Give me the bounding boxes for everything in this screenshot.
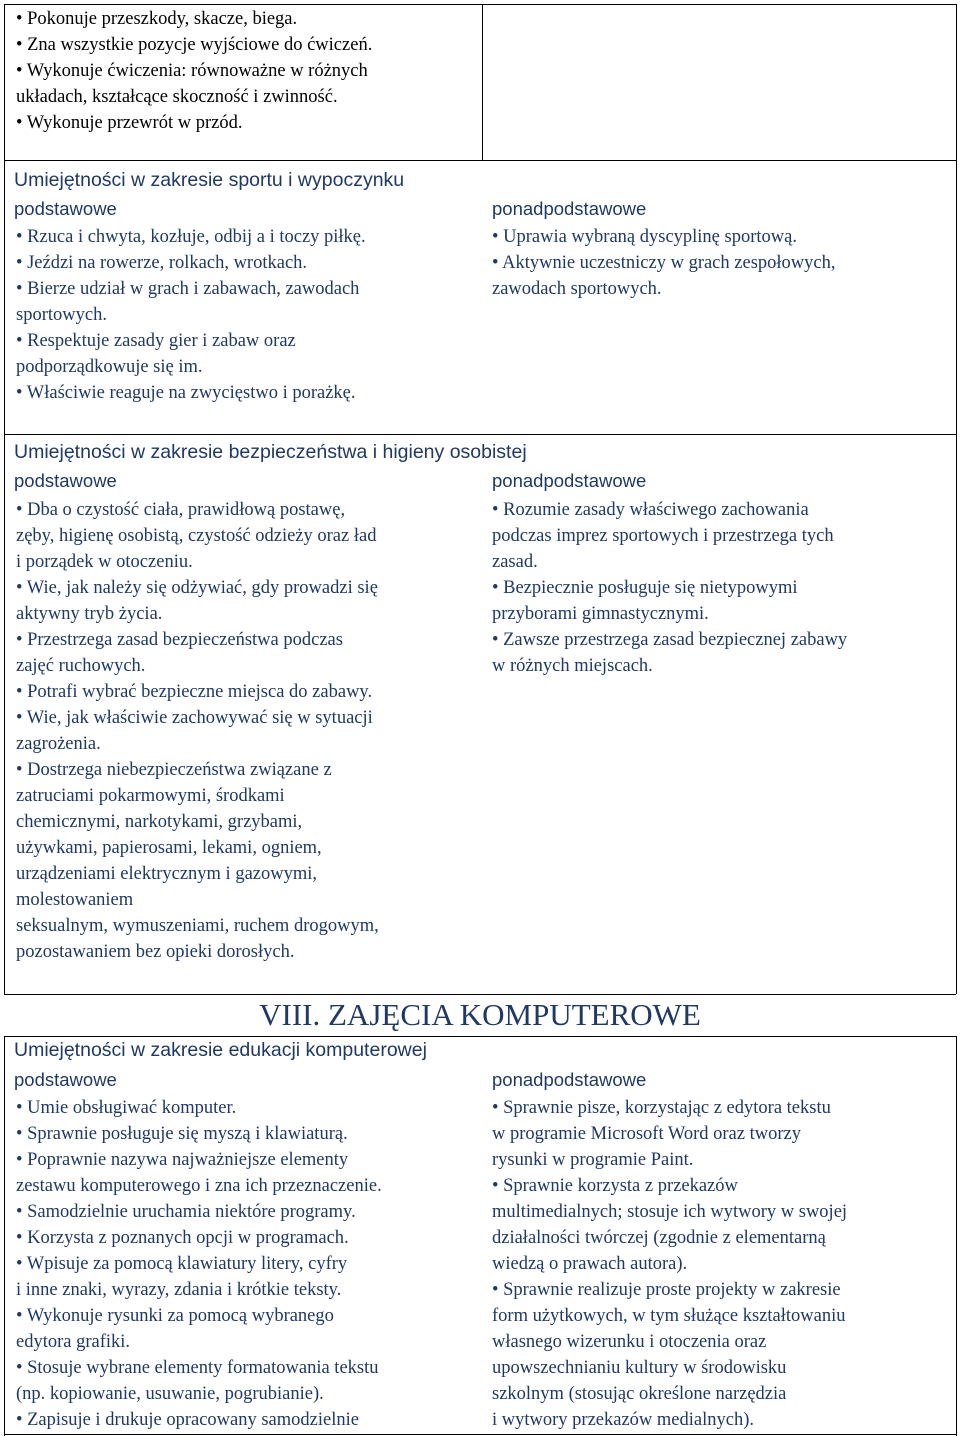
list-item: urządzeniami elektrycznym i gazowymi, (16, 864, 318, 884)
list-item: • Wpisuje za pomocą klawiatury litery, cyfry (16, 1254, 348, 1274)
list-item: układach, kształcące skoczność i zwinność. (16, 87, 338, 107)
table2-left-border (4, 1036, 5, 1436)
list-item: przyborami gimnastycznymi. (492, 604, 709, 624)
computer-section-heading: Umiejętności w zakresie edukacji komputerowej (14, 1039, 427, 1061)
list-item: i inne znaki, wyrazy, zdania i krótkie teksty. (16, 1280, 342, 1300)
list-item: • Rozumie zasady właściwego zachowania (492, 500, 809, 520)
list-item: chemicznymi, narkotykami, grzybami, (16, 812, 303, 832)
list-item: (np. kopiowanie, usuwanie, pogrubianie). (16, 1384, 324, 1404)
list-item: podporządkowuje się im. (16, 357, 203, 377)
table1-bottom-border (4, 994, 956, 995)
list-item: • Zna wszystkie pozycje wyjściowe do ćwiczeń. (16, 35, 373, 55)
list-item: rysunki w programie Paint. (492, 1150, 694, 1170)
sport-section-heading: Umiejętności w zakresie sportu i wypoczynku (14, 169, 405, 191)
list-item: • Wykonuje ćwiczenia: równoważne w różnych (16, 61, 368, 81)
list-item: upowszechnianiu kultury w środowisku (492, 1358, 787, 1378)
list-item: • Wie, jak właściwie zachowywać się w sytuacji (16, 708, 373, 728)
list-item: • Bierze udział w grach i zabawach, zawodach (16, 279, 360, 299)
list-item: w różnych miejscach. (492, 656, 653, 676)
list-item: podczas imprez sportowych i przestrzega tych (492, 526, 834, 546)
list-item: • Jeździ na rowerze, rolkach, wrotkach. (16, 253, 308, 273)
list-item: • Bezpiecznie posługuje się nietypowymi (492, 578, 798, 598)
list-item: zęby, higienę osobistą, czystość odzieży oraz ład (16, 526, 377, 546)
list-item: seksualnym, wymuszeniami, ruchem drogowym, (16, 916, 379, 936)
sport-basic-label: podstawowe (14, 198, 117, 219)
list-item: działalności twórczej (zgodnie z elementarną (492, 1228, 826, 1248)
list-item: • Sprawnie korzysta z przekazów (492, 1176, 738, 1196)
table1-top-border (4, 4, 956, 5)
list-item: i porządek w otoczeniu. (16, 552, 193, 572)
list-item: • Respektuje zasady gier i zabaw oraz (16, 331, 296, 351)
table2-top-border (4, 1036, 956, 1037)
list-item: • Przestrzega zasad bezpieczeństwa podczas (16, 630, 343, 650)
computer-advanced-label: ponadpodstawowe (492, 1069, 647, 1090)
list-item: sportowych. (16, 305, 107, 325)
table1-row-divider-1 (4, 160, 956, 161)
list-item: • Właściwie reaguje na zwycięstwo i porażkę. (16, 383, 356, 403)
table2-bottom-border (4, 1434, 956, 1435)
list-item: • Dba o czystość ciała, prawidłową postawę, (16, 500, 346, 520)
list-item: • Rzuca i chwyta, kozłuje, odbij a i toczy piłkę. (16, 227, 366, 247)
table1-row-divider-2 (4, 434, 956, 435)
list-item: edytora grafiki. (16, 1332, 131, 1352)
list-item: zajęć ruchowych. (16, 656, 146, 676)
list-item: w programie Microsoft Word oraz tworzy (492, 1124, 801, 1144)
safety-section-heading: Umiejętności w zakresie bezpieczeństwa i higieny osobistej (14, 441, 527, 463)
list-item: zasad. (492, 552, 538, 572)
list-item: • Wykonuje rysunki za pomocą wybranego (16, 1306, 334, 1326)
list-item: • Wie, jak należy się odżywiać, gdy prowadzi się (16, 578, 378, 598)
list-item: własnego wizerunku i otoczenia oraz (492, 1332, 767, 1352)
list-item: zatruciami pokarmowymi, środkami (16, 786, 285, 806)
list-item: • Zapisuje i drukuje opracowany samodzielnie (16, 1410, 359, 1430)
list-item: zawodach sportowych. (492, 279, 662, 299)
list-item: • Sprawnie realizuje proste projekty w zakresie (492, 1280, 841, 1300)
list-item: używkami, papierosami, lekami, ogniem, (16, 838, 322, 858)
table1-left-border (4, 4, 5, 994)
list-item: zagrożenia. (16, 734, 101, 754)
list-item: molestowaniem (16, 890, 134, 910)
list-item: • Sprawnie pisze, korzystając z edytora tekstu (492, 1098, 831, 1118)
safety-advanced-label: ponadpodstawowe (492, 470, 647, 491)
list-item: • Zawsze przestrzega zasad bezpiecznej zabawy (492, 630, 848, 650)
list-item: wiedzą o prawach autora). (492, 1254, 688, 1274)
table1-col-divider (482, 4, 483, 160)
list-item: • Dostrzega niebezpieczeństwa związane z (16, 760, 332, 780)
table2-right-border (956, 1036, 957, 1436)
list-item: • Stosuje wybrane elementy formatowania tekstu (16, 1358, 379, 1378)
list-item: • Sprawnie posługuje się myszą i klawiaturą. (16, 1124, 348, 1144)
safety-basic-label: podstawowe (14, 470, 117, 491)
list-item: zestawu komputerowego i zna ich przeznaczenie. (16, 1176, 382, 1196)
list-item: i wytwory przekazów medialnych). (492, 1410, 754, 1430)
computer-basic-label: podstawowe (14, 1069, 117, 1090)
list-item: • Pokonuje przeszkody, skacze, biega. (16, 9, 298, 29)
list-item: aktywny tryb życia. (16, 604, 163, 624)
list-item: • Wykonuje przewrót w przód. (16, 113, 243, 133)
list-item: • Umie obsługiwać komputer. (16, 1098, 237, 1118)
list-item: • Samodzielnie uruchamia niektóre programy. (16, 1202, 356, 1222)
list-item: • Potrafi wybrać bezpieczne miejsca do zabawy. (16, 682, 373, 702)
list-item: szkolnym (stosując określone narzędzia (492, 1384, 787, 1404)
list-item: • Aktywnie uczestniczy w grach zespołowych, (492, 253, 836, 273)
list-item: pozostawaniem bez opieki dorosłych. (16, 942, 295, 962)
table1-right-border (956, 4, 957, 994)
list-item: multimedialnych; stosuje ich wytwory w swojej (492, 1202, 848, 1222)
list-item: • Poprawnie nazywa najważniejsze elementy (16, 1150, 349, 1170)
section-title: VIII. ZAJĘCIA KOMPUTEROWE (259, 997, 701, 1032)
list-item: • Korzysta z poznanych opcji w programach. (16, 1228, 349, 1248)
list-item: • Uprawia wybraną dyscyplinę sportową. (492, 227, 797, 247)
list-item: form użytkowych, w tym służące kształtowaniu (492, 1306, 846, 1326)
sport-advanced-label: ponadpodstawowe (492, 198, 647, 219)
